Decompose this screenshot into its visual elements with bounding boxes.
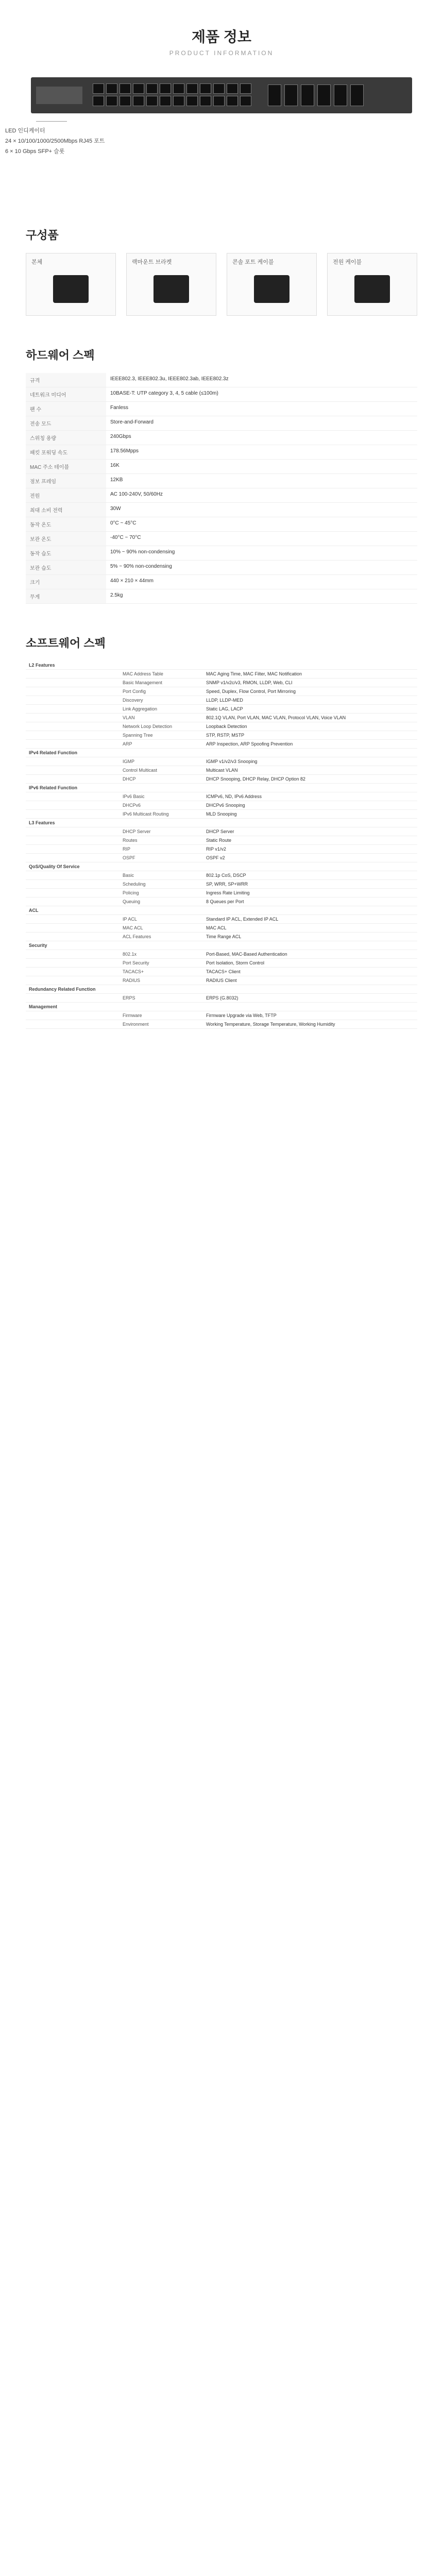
hardware-spec-value: Fanless — [106, 402, 417, 416]
software-spec-cat: L3 Features — [26, 819, 120, 827]
software-spec-sub — [120, 784, 203, 792]
software-spec-row — [26, 854, 417, 862]
software-spec-row — [26, 1020, 417, 1029]
software-spec-sub: Link Aggregation — [120, 705, 203, 714]
software-spec-section — [0, 619, 443, 1044]
accessory-image — [154, 275, 189, 303]
software-spec-sub: Firmware — [120, 1011, 203, 1020]
software-spec-row — [26, 679, 417, 687]
software-spec-cat: Security — [26, 941, 120, 950]
hardware-spec-key: 점보 프레임 — [26, 474, 106, 488]
software-spec-sub: Scheduling — [120, 880, 203, 889]
software-spec-val: TACACS+ Client — [203, 968, 417, 976]
sfp-port — [268, 84, 281, 106]
callout-led: LED 인디케이터 — [5, 128, 45, 134]
software-spec-row — [26, 924, 417, 933]
software-spec-row — [26, 968, 417, 976]
software-spec-row — [26, 801, 417, 810]
hardware-spec-key: 전원 — [26, 488, 106, 503]
software-spec-cat — [26, 801, 120, 810]
software-spec-val: MLD Snooping — [203, 810, 417, 819]
software-spec-sub: Routes — [120, 836, 203, 845]
software-spec-sub: ARP — [120, 740, 203, 749]
software-spec-row — [26, 687, 417, 696]
page — [0, 0, 443, 1044]
software-spec-cat — [26, 792, 120, 801]
rj45-port — [213, 96, 225, 106]
led-panel — [36, 87, 82, 104]
software-spec-row — [26, 722, 417, 731]
product-diagram — [0, 57, 443, 211]
hardware-spec-row — [26, 416, 417, 431]
rj45-port — [213, 83, 225, 94]
software-spec-cat — [26, 924, 120, 933]
software-spec-sub: 802.1x — [120, 950, 203, 959]
software-spec-sub — [120, 819, 203, 827]
software-spec-sub: RIP — [120, 845, 203, 854]
software-spec-row — [26, 827, 417, 836]
software-spec-val: Multicast VLAN — [203, 766, 417, 775]
accessory-image — [53, 275, 89, 303]
software-spec-val: Speed, Duplex, Flow Control, Port Mirroring — [203, 687, 417, 696]
software-spec-row — [26, 897, 417, 906]
software-spec-val: RADIUS Client — [203, 976, 417, 985]
software-spec-sub: Basic Management — [120, 679, 203, 687]
software-spec-val: STP, RSTP, MSTP — [203, 731, 417, 740]
software-spec-val: OSPF v2 — [203, 854, 417, 862]
page-title: 제품 정보 — [192, 29, 251, 45]
software-spec-val: MAC ACL — [203, 924, 417, 933]
accessory-image — [354, 275, 390, 303]
software-spec-row — [26, 731, 417, 740]
software-spec-val: Working Temperature, Storage Temperature, Working Humidity — [203, 1020, 417, 1029]
hardware-spec-rows — [26, 373, 417, 604]
rj45-port — [146, 83, 158, 94]
software-spec-cat: L2 Features — [26, 661, 120, 670]
software-spec-cat — [26, 994, 120, 1003]
accessories-grid — [26, 253, 417, 316]
software-spec-cat — [26, 950, 120, 959]
software-spec-row — [26, 670, 417, 679]
hardware-spec-value: AC 100-240V, 50/60Hz — [106, 488, 417, 503]
hardware-spec-key: 스위칭 용량 — [26, 431, 106, 445]
software-spec-sub: Network Loop Detection — [120, 722, 203, 731]
software-spec-row — [26, 810, 417, 819]
hardware-spec-value: 240Gbps — [106, 431, 417, 445]
software-spec-sub: IPv6 Multicast Routing — [120, 810, 203, 819]
software-spec-cat — [26, 871, 120, 880]
software-spec-row — [26, 1011, 417, 1020]
page-subtitle: PRODUCT INFORMATION — [169, 49, 274, 57]
software-spec-sub: Port Config — [120, 687, 203, 696]
software-spec-cat — [26, 714, 120, 722]
software-spec-cat — [26, 959, 120, 968]
software-spec-row — [26, 915, 417, 924]
software-spec-title: 소프트웨어 스펙 — [26, 637, 106, 650]
software-spec-sub: TACACS+ — [120, 968, 203, 976]
accessory-label: 전원 케이블 — [333, 259, 362, 265]
software-spec-sub: Port Security — [120, 959, 203, 968]
hardware-spec-row — [26, 402, 417, 416]
software-spec-row — [26, 941, 417, 950]
software-spec-sub: IPv6 Basic — [120, 792, 203, 801]
software-spec-sub: DHCP Server — [120, 827, 203, 836]
software-spec-val: 802.1Q VLAN, Port VLAN, MAC VLAN, Protocol VLAN, Voice VLAN — [203, 714, 417, 722]
software-spec-val — [203, 661, 417, 670]
hardware-spec-row — [26, 532, 417, 546]
software-spec-row — [26, 994, 417, 1003]
software-spec-cat — [26, 705, 120, 714]
hardware-spec-key: 전송 모드 — [26, 416, 106, 431]
software-spec-row — [26, 766, 417, 775]
rj45-port — [106, 96, 117, 106]
accessory-card — [126, 253, 216, 316]
rj45-port — [106, 83, 117, 94]
software-spec-val — [203, 941, 417, 950]
hardware-spec-key: 보관 온도 — [26, 532, 106, 546]
software-spec-sub — [120, 941, 203, 950]
hardware-spec-value: -40°C ~ 70°C — [106, 532, 417, 546]
hardware-spec-key: 규격 — [26, 373, 106, 387]
software-spec-cat: ACL — [26, 906, 120, 915]
software-spec-cat — [26, 1011, 120, 1020]
software-spec-val: Firmware Upgrade via Web, TFTP — [203, 1011, 417, 1020]
software-spec-cat: QoS/Quality Of Service — [26, 862, 120, 871]
software-spec-val — [203, 1003, 417, 1011]
software-spec-cat — [26, 968, 120, 976]
software-spec-sub: OSPF — [120, 854, 203, 862]
rj45-port — [227, 83, 238, 94]
software-spec-row — [26, 976, 417, 985]
sfp-port — [301, 84, 314, 106]
rj45-port — [93, 96, 104, 106]
software-spec-row — [26, 880, 417, 889]
rj45-port — [120, 83, 131, 94]
rj45-port — [200, 83, 211, 94]
rj45-port — [120, 96, 131, 106]
hardware-spec-value: 30W — [106, 503, 417, 517]
hardware-spec-row — [26, 373, 417, 387]
software-spec-sub — [120, 661, 203, 670]
accessory-card — [327, 253, 417, 316]
software-spec-row — [26, 906, 417, 915]
rj45-port — [133, 96, 144, 106]
hardware-spec-key: 무게 — [26, 589, 106, 604]
software-spec-row — [26, 661, 417, 670]
rj45-port — [160, 96, 171, 106]
software-spec-val: Port Isolation, Storm Control — [203, 959, 417, 968]
software-spec-cat — [26, 827, 120, 836]
software-spec-row — [26, 714, 417, 722]
callout-line — [36, 121, 67, 122]
hardware-spec-row — [26, 445, 417, 460]
rj45-port — [160, 83, 171, 94]
rj45-ports — [93, 83, 251, 106]
software-spec-cat: IPv6 Related Function — [26, 784, 120, 792]
software-spec-rows — [26, 661, 417, 1029]
hardware-spec-row — [26, 474, 417, 488]
hardware-spec-title: 하드웨어 스펙 — [26, 349, 95, 362]
software-spec-val: ARP Inspection, ARP Spoofing Prevention — [203, 740, 417, 749]
software-spec-val: ERPS (G.8032) — [203, 994, 417, 1003]
software-spec-row — [26, 749, 417, 757]
software-spec-val — [203, 906, 417, 915]
software-spec-cat — [26, 766, 120, 775]
hardware-spec-key: 동작 습도 — [26, 546, 106, 561]
hero — [0, 0, 443, 57]
rj45-port — [173, 96, 184, 106]
hardware-spec-value: 178.56Mpps — [106, 445, 417, 460]
callout-rj45: 24 × 10/100/1000/2500Mbps RJ45 포트 — [5, 138, 105, 144]
software-spec-val: Loopback Detection — [203, 722, 417, 731]
software-spec-cat — [26, 696, 120, 705]
switch-front-image — [31, 77, 412, 113]
hardware-spec-key: 패킷 포워딩 속도 — [26, 445, 106, 460]
software-spec-cat — [26, 933, 120, 941]
software-spec-row — [26, 889, 417, 897]
software-spec-cat — [26, 722, 120, 731]
sfp-port — [284, 84, 298, 106]
sfp-ports — [268, 84, 364, 106]
software-spec-val: RIP v1/v2 — [203, 845, 417, 854]
software-spec-row — [26, 819, 417, 827]
software-spec-sub: Basic — [120, 871, 203, 880]
software-spec-sub — [120, 862, 203, 871]
software-spec-row — [26, 775, 417, 784]
software-spec-sub: MAC ACL — [120, 924, 203, 933]
hardware-spec-row — [26, 561, 417, 575]
software-spec-cat — [26, 854, 120, 862]
software-spec-sub: Environment — [120, 1020, 203, 1029]
software-spec-sub: IP ACL — [120, 915, 203, 924]
software-spec-cat — [26, 880, 120, 889]
software-spec-sub: Spanning Tree — [120, 731, 203, 740]
software-spec-table — [26, 661, 417, 1029]
software-spec-val: SP, WRR, SP+WRR — [203, 880, 417, 889]
software-spec-val: Ingress Rate Limiting — [203, 889, 417, 897]
hardware-spec-row — [26, 589, 417, 604]
software-spec-row — [26, 740, 417, 749]
hardware-spec-value: 0°C ~ 45°C — [106, 517, 417, 532]
hardware-spec-table — [26, 373, 417, 604]
software-spec-val: Static LAG, LACP — [203, 705, 417, 714]
software-spec-cat — [26, 836, 120, 845]
software-spec-row — [26, 959, 417, 968]
software-spec-val: MAC Aging Time, MAC Filter, MAC Notification — [203, 670, 417, 679]
software-spec-val: DHCPv6 Snooping — [203, 801, 417, 810]
software-spec-val: DHCP Server — [203, 827, 417, 836]
software-spec-cat — [26, 1020, 120, 1029]
hardware-spec-row — [26, 431, 417, 445]
software-spec-cat — [26, 915, 120, 924]
software-spec-cat — [26, 976, 120, 985]
hardware-spec-key: 크기 — [26, 575, 106, 589]
hardware-spec-value: 5% ~ 90% non-condensing — [106, 561, 417, 575]
software-spec-row — [26, 1003, 417, 1011]
software-spec-sub: ERPS — [120, 994, 203, 1003]
hardware-spec-key: 최대 소비 전력 — [26, 503, 106, 517]
software-spec-val: 8 Queues per Port — [203, 897, 417, 906]
software-spec-val: SNMP v1/v2c/v3, RMON, LLDP, Web, CLI — [203, 679, 417, 687]
accessory-label: 랙마운트 브라켓 — [132, 259, 172, 265]
hardware-spec-row — [26, 460, 417, 474]
accessories-section — [0, 211, 443, 331]
software-spec-val: Static Route — [203, 836, 417, 845]
hardware-spec-value: 16K — [106, 460, 417, 474]
hardware-spec-section — [0, 331, 443, 619]
software-spec-cat — [26, 845, 120, 854]
sfp-port — [317, 84, 331, 106]
software-spec-cat — [26, 670, 120, 679]
software-spec-cat — [26, 775, 120, 784]
software-spec-sub — [120, 1003, 203, 1011]
hardware-spec-key: 동작 온도 — [26, 517, 106, 532]
rj45-port — [173, 83, 184, 94]
software-spec-cat — [26, 731, 120, 740]
software-spec-val — [203, 819, 417, 827]
software-spec-row — [26, 792, 417, 801]
hardware-spec-value: 12KB — [106, 474, 417, 488]
rj45-port — [146, 96, 158, 106]
hardware-spec-value: 440 × 210 × 44mm — [106, 575, 417, 589]
accessories-title: 구성품 — [26, 229, 59, 242]
software-spec-val — [203, 985, 417, 994]
software-spec-cat — [26, 757, 120, 766]
hardware-spec-key: 보관 습도 — [26, 561, 106, 575]
software-spec-val: Time Range ACL — [203, 933, 417, 941]
software-spec-cat: IPv4 Related Function — [26, 749, 120, 757]
software-spec-row — [26, 757, 417, 766]
software-spec-val: LLDP, LLDP-MED — [203, 696, 417, 705]
software-spec-val: Standard IP ACL, Extended IP ACL — [203, 915, 417, 924]
software-spec-sub: MAC Address Table — [120, 670, 203, 679]
rj45-port — [186, 83, 198, 94]
software-spec-cat — [26, 810, 120, 819]
software-spec-row — [26, 985, 417, 994]
hardware-spec-value: 10% ~ 90% non-condensing — [106, 546, 417, 561]
software-spec-sub — [120, 985, 203, 994]
software-spec-row — [26, 862, 417, 871]
software-spec-row — [26, 950, 417, 959]
callout-sfp: 6 × 10 Gbps SFP+ 슬롯 — [5, 148, 65, 155]
software-spec-sub: ACL Features — [120, 933, 203, 941]
hardware-spec-key: 네트워크 미디어 — [26, 387, 106, 402]
software-spec-sub: Discovery — [120, 696, 203, 705]
accessory-card — [227, 253, 317, 316]
software-spec-sub — [120, 906, 203, 915]
accessory-label: 콘솔 포트 케이블 — [232, 259, 274, 265]
software-spec-cat: Redundancy Related Function — [26, 985, 120, 994]
software-spec-row — [26, 845, 417, 854]
software-spec-cat: Management — [26, 1003, 120, 1011]
hardware-spec-key: 팬 수 — [26, 402, 106, 416]
software-spec-val: ICMPv6, ND, IPv6 Address — [203, 792, 417, 801]
software-spec-val: 802.1p CoS, DSCP — [203, 871, 417, 880]
software-spec-cat — [26, 889, 120, 897]
rj45-port — [200, 96, 211, 106]
software-spec-val — [203, 749, 417, 757]
hardware-spec-row — [26, 387, 417, 402]
software-spec-sub: VLAN — [120, 714, 203, 722]
software-spec-val: Port-Based, MAC-Based Authentication — [203, 950, 417, 959]
software-spec-row — [26, 871, 417, 880]
hardware-spec-key: MAC 주소 테이블 — [26, 460, 106, 474]
accessory-label: 본체 — [31, 259, 43, 265]
rj45-port — [240, 83, 251, 94]
hardware-spec-row — [26, 546, 417, 561]
rj45-port — [186, 96, 198, 106]
software-spec-row — [26, 696, 417, 705]
software-spec-sub: DHCP — [120, 775, 203, 784]
hardware-spec-row — [26, 488, 417, 503]
software-spec-row — [26, 705, 417, 714]
software-spec-row — [26, 933, 417, 941]
rj45-port — [133, 83, 144, 94]
software-spec-val — [203, 784, 417, 792]
sfp-port — [350, 84, 364, 106]
software-spec-row — [26, 836, 417, 845]
hardware-spec-row — [26, 503, 417, 517]
software-spec-sub: Control Multicast — [120, 766, 203, 775]
software-spec-sub: DHCPv6 — [120, 801, 203, 810]
hardware-spec-value: 10BASE-T: UTP category 3, 4, 5 cable (≤100m) — [106, 387, 417, 402]
sfp-port — [334, 84, 347, 106]
software-spec-val: DHCP Snooping, DHCP Relay, DHCP Option 82 — [203, 775, 417, 784]
software-spec-sub: RADIUS — [120, 976, 203, 985]
software-spec-sub: Queuing — [120, 897, 203, 906]
software-spec-cat — [26, 740, 120, 749]
software-spec-cat — [26, 897, 120, 906]
accessory-image — [254, 275, 289, 303]
hardware-spec-value: 2.5kg — [106, 589, 417, 604]
hardware-spec-value: Store-and-Forward — [106, 416, 417, 431]
software-spec-cat — [26, 679, 120, 687]
accessory-card — [26, 253, 116, 316]
rj45-port — [240, 96, 251, 106]
software-spec-sub: Policing — [120, 889, 203, 897]
hardware-spec-row — [26, 517, 417, 532]
hardware-spec-row — [26, 575, 417, 589]
hardware-spec-value: IEEE802.3, IEEE802.3u, IEEE802.3ab, IEEE802.3z — [106, 373, 417, 387]
software-spec-val — [203, 862, 417, 871]
software-spec-sub — [120, 749, 203, 757]
software-spec-sub: IGMP — [120, 757, 203, 766]
software-spec-val: IGMP v1/v2/v3 Snooping — [203, 757, 417, 766]
rj45-port — [93, 83, 104, 94]
software-spec-cat — [26, 687, 120, 696]
software-spec-row — [26, 784, 417, 792]
rj45-port — [227, 96, 238, 106]
